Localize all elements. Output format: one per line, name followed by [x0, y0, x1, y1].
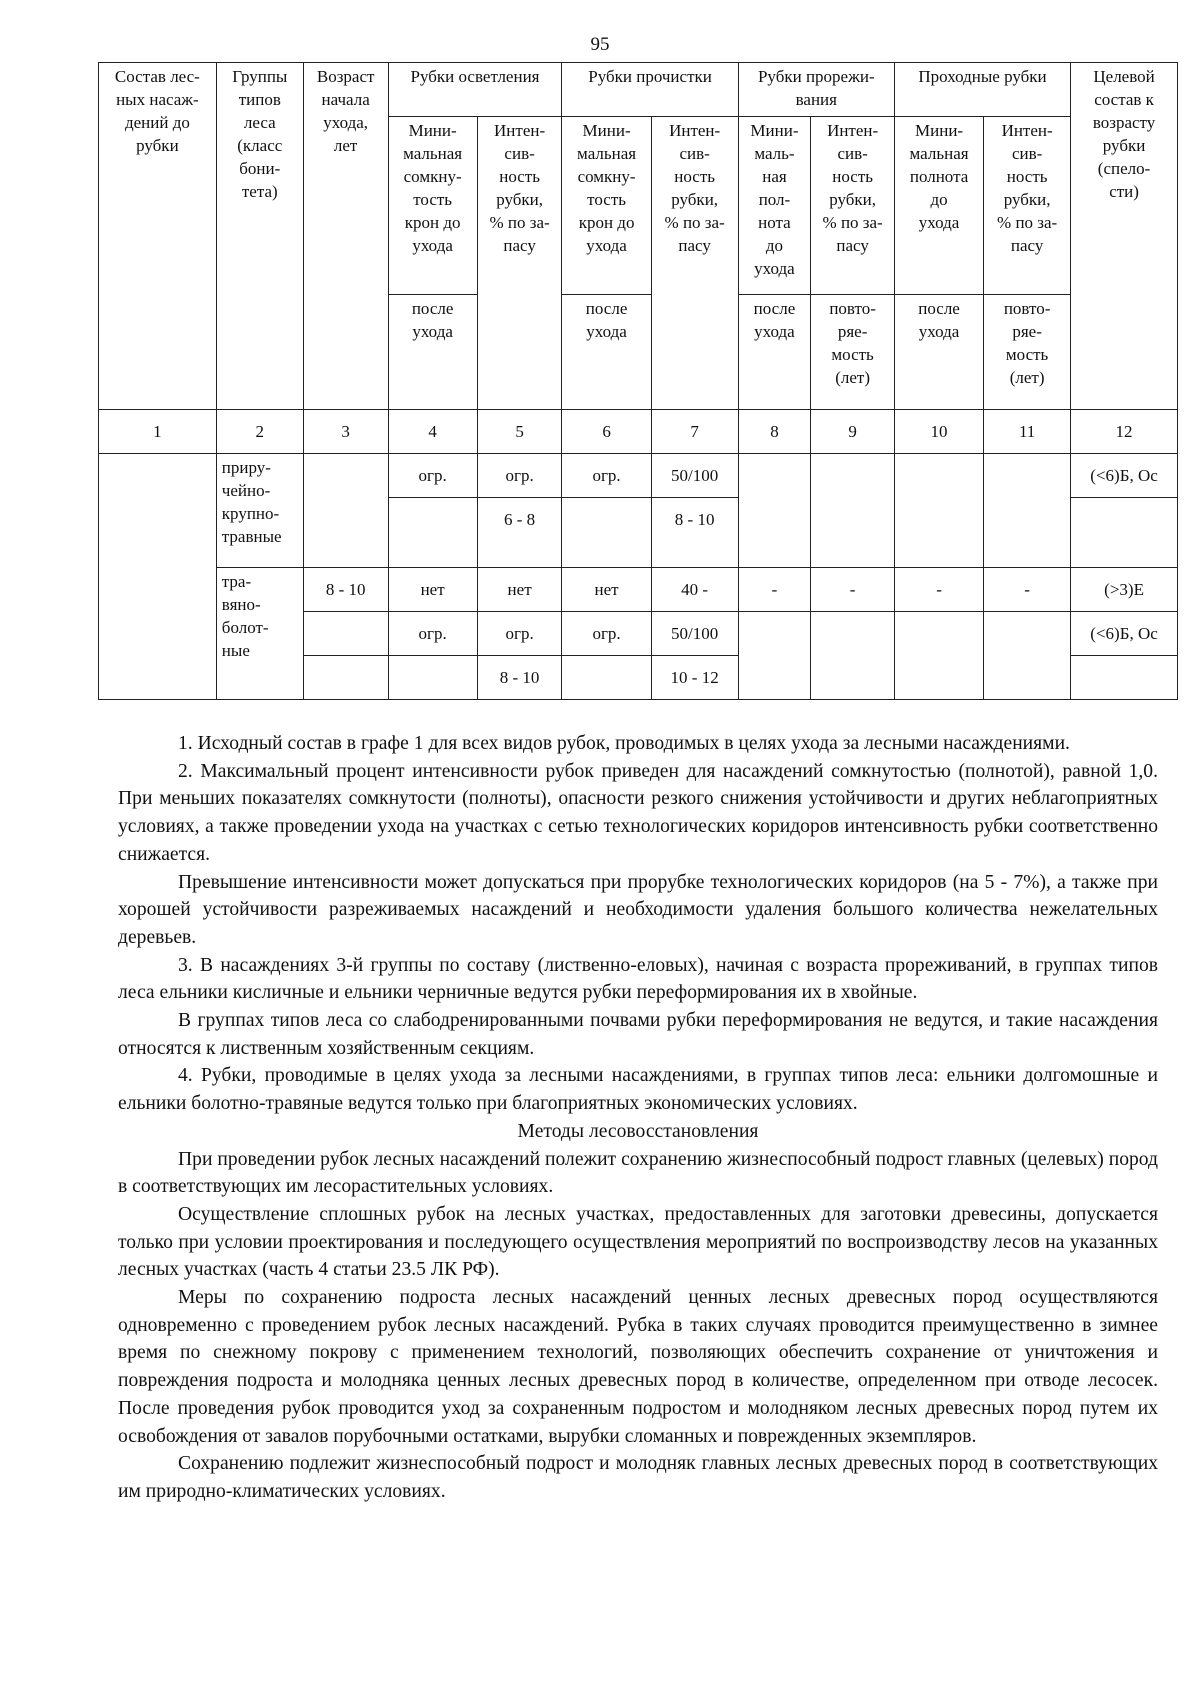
header-min-density: Мини- мальная сомкну- тость крон до ухода	[388, 117, 477, 295]
table-cell: огр.	[477, 454, 562, 498]
column-number: 8	[738, 410, 811, 454]
table-cell: огр.	[477, 612, 562, 656]
table-cell	[562, 498, 651, 568]
table-cell: (<6)Б, Ос	[1071, 454, 1178, 498]
table-cell	[738, 612, 811, 700]
note-paragraph: 1. Исходный состав в графе 1 для всех видов рубок, проводимых в целях ухода за лесными насаждениями.	[178, 733, 1070, 754]
note-paragraph: 2. Максимальный процент интенсивности рубок приведен для насаждений сомкнутостью (полнотой), равной 1,0. При меньших показателях сомкнутости (полноты), опасности резкого снижения устойчивости и других неблагоприятных условиях, а также проведении ухода на участках с сетью технологических коридоров интенсивность рубки соответственно снижается.	[118, 760, 1158, 865]
table-cell: -	[738, 568, 811, 612]
table-cell	[1071, 656, 1178, 700]
table-cell: нет	[388, 568, 477, 612]
table-cell: нет	[477, 568, 562, 612]
table-cell: -	[894, 568, 983, 612]
body-paragraph: Сохранению подлежит жизнеспособный подрост и молодняк главных лесных древесных пород в соответствующих им природно-климатических условиях.	[118, 1453, 1158, 1502]
table-cell: 50/100	[651, 612, 738, 656]
table-cell	[811, 612, 895, 700]
section-heading: Методы лесовосстановления	[517, 1120, 759, 1142]
column-number: 3	[303, 410, 388, 454]
table-cell	[984, 454, 1071, 568]
table-cell	[303, 612, 388, 656]
table-cell	[738, 454, 811, 568]
column-number: 7	[651, 410, 738, 454]
table-cell	[894, 454, 983, 568]
notes-section	[118, 730, 1158, 1506]
table-cell: 10 - 12	[651, 656, 738, 700]
column-number: 4	[388, 410, 477, 454]
header-intensity: Интен- сив- ность рубки, % по за- пасу	[984, 117, 1071, 295]
start-age-cell	[303, 454, 388, 568]
header-thinning: Рубки прорежи- вания	[738, 63, 894, 117]
table-cell: огр.	[388, 612, 477, 656]
table-cell: нет	[562, 568, 651, 612]
header-min-fullness: Мини- мальная полнота до ухода	[894, 117, 983, 295]
body-paragraph: Осуществление сплошных рубок на лесных участках, предоставленных для заготовки древесины, допускается только при условии проектирования и последующего осуществления мероприятий по воспроизводству лесов на указанных лесных участках (часть 4 статьи 23.5 ЛК РФ).	[118, 1203, 1158, 1281]
header-after-care: после ухода	[894, 295, 983, 410]
body-paragraph: При проведении рубок лесных насаждений полежит сохранению жизнеспособный подрост главных (целевых) пород в соответствующих им лесорастительных условиях.	[118, 1148, 1158, 1198]
column-number: 10	[894, 410, 983, 454]
table-cell: 8 - 10	[477, 656, 562, 700]
header-passing: Проходные рубки	[894, 63, 1070, 117]
header-intensity: Интен- сив- ность рубки, % по за- пасу	[477, 117, 562, 410]
column-number: 1	[99, 410, 217, 454]
column-number: 9	[811, 410, 895, 454]
header-start-age: Возраст начала ухода, лет	[303, 63, 388, 410]
table-cell: (>3)Е	[1071, 568, 1178, 612]
header-repeatability: повто- ряе- мость (лет)	[984, 295, 1071, 410]
table-cell	[562, 656, 651, 700]
header-lightening: Рубки осветления	[388, 63, 562, 117]
table-cell: -	[984, 568, 1071, 612]
header-composition: Состав лес- ных насаж- дений до рубки	[99, 63, 217, 410]
column-number: 6	[562, 410, 651, 454]
table-cell	[388, 656, 477, 700]
header-min-density: Мини- мальная сомкну- тость крон до ухода	[562, 117, 651, 295]
header-forest-groups: Группы типов леса (класс бони- тета)	[216, 63, 303, 410]
table-cell	[984, 612, 1071, 700]
table-cell: 6 - 8	[477, 498, 562, 568]
header-repeatability: повто- ряе- мость (лет)	[811, 295, 895, 410]
column-number: 5	[477, 410, 562, 454]
note-paragraph: Превышение интенсивности может допускаться при прорубке технологических коридоров (на 5 - 7%), а также при хорошей устойчивости разреживаемых насаждений и необходимости удаления большого количества нежелательных деревьев.	[118, 871, 1158, 948]
composition-cell	[99, 454, 217, 700]
header-after-care: после ухода	[388, 295, 477, 410]
page-number: 95	[590, 34, 610, 55]
header-intensity: Интен- сив- ность рубки, % по за- пасу	[651, 117, 738, 410]
table-cell: огр.	[562, 612, 651, 656]
table-cell: (<6)Б, Ос	[1071, 612, 1178, 656]
column-number: 11	[984, 410, 1071, 454]
forest-group-name: тра- вяно- болот- ные	[216, 568, 303, 700]
table-cell: -	[811, 568, 895, 612]
note-paragraph: В группах типов леса со слабодренированными почвами рубки переформирования не ведутся, и такие насаждения относятся к лиственным хозяйственным секциям.	[118, 1010, 1158, 1059]
body-paragraph: Меры по сохранению подроста лесных насаждений ценных лесных древесных пород осуществляются одновременно с проведением рубок лесных насаждений. Рубка в таких случаях проводится преимущественно в зимнее время по снежному покрову с применением технологий, позволяющих обеспечить сохранение от уничтожения и повреждения подроста и молодняка ценных лесных древесных пород в количестве, определенном при отводе лесосек. После проведения рубок проводится уход за сохраненным подростом и молодняком лесных древесных пород путем их освобождения от завалов порубочными остатками, вырубки сломанных и поврежденных экземпляров.	[118, 1287, 1158, 1447]
table-cell: огр.	[562, 454, 651, 498]
header-after-care: после ухода	[738, 295, 811, 410]
header-cleaning: Рубки прочистки	[562, 63, 738, 117]
table-cell	[1071, 498, 1178, 568]
column-number: 12	[1071, 410, 1178, 454]
column-number: 2	[216, 410, 303, 454]
table-cell: 8 - 10	[303, 568, 388, 612]
header-min-density: Мини- маль- ная пол- нота до ухода	[738, 117, 811, 295]
forest-care-table	[98, 62, 1178, 700]
table-cell: 50/100	[651, 454, 738, 498]
table-cell: 40 -	[651, 568, 738, 612]
table-cell: 8 - 10	[651, 498, 738, 568]
table-cell	[388, 498, 477, 568]
table-cell: огр.	[388, 454, 477, 498]
table-cell	[894, 612, 983, 700]
note-paragraph: 4. Рубки, проводимые в целях ухода за лесными насаждениями, в группах типов леса: ельники долгомошные и ельники болотно-травяные ведутся только при благоприятных экономических условиях.	[118, 1065, 1158, 1115]
table-cell	[811, 454, 895, 568]
table-cell	[303, 656, 388, 700]
note-paragraph: 3. В насаждениях 3-й группы по составу (лиственно-еловых), начиная с возраста прореживаний, в группах типов леса ельники кисличные и ельники черничные ведутся рубки переформирования их в хвойные.	[118, 954, 1158, 1004]
header-target: Целевой состав к возрасту рубки (спело- сти)	[1071, 63, 1178, 410]
forest-group-name: приру- чейно- крупно- травные	[216, 454, 303, 568]
header-intensity: Интен- сив- ность рубки, % по за- пасу	[811, 117, 895, 295]
header-after-care: после ухода	[562, 295, 651, 410]
